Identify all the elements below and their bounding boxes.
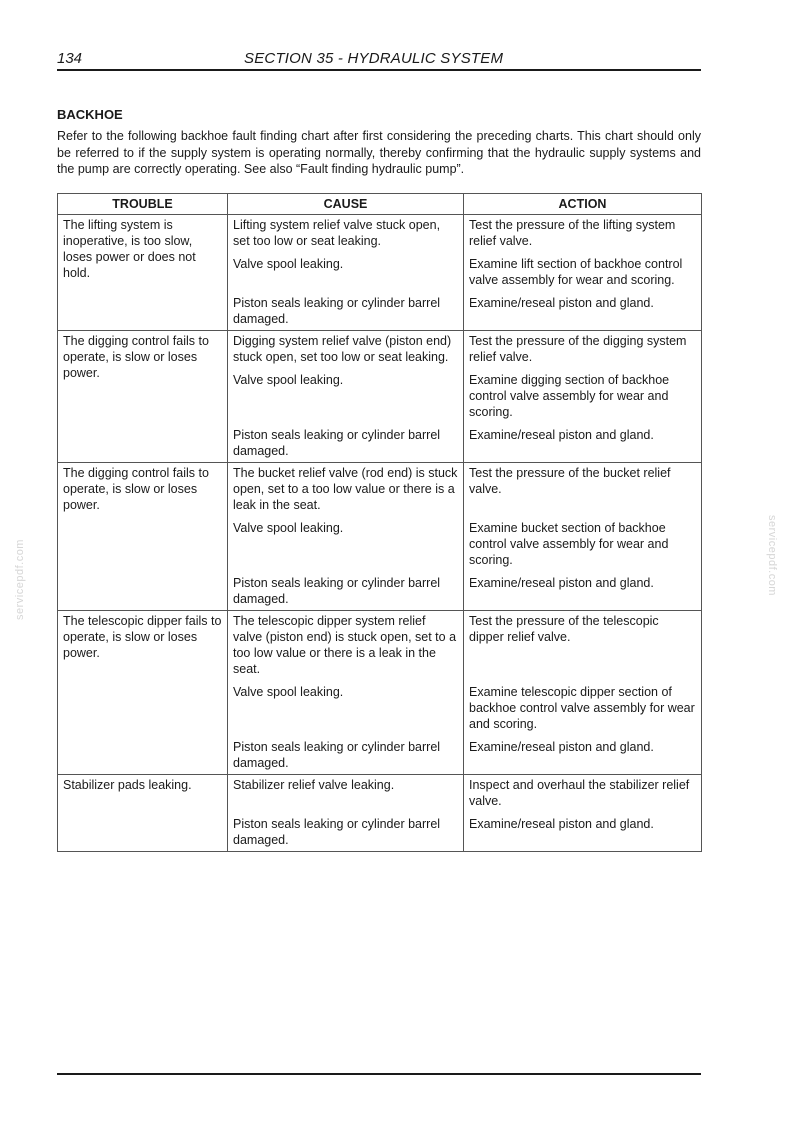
cause-cell: Piston seals leaking or cylinder barrel damaged.: [228, 423, 464, 463]
table-row: [58, 463, 702, 517]
table-row: [58, 215, 702, 253]
header-rule: [57, 69, 701, 71]
trouble-cell: The telescopic dipper fails to operate, is slow or loses power.: [58, 611, 228, 775]
action-cell: Examine/reseal piston and gland.: [464, 571, 702, 611]
action-cell: Inspect and overhaul the stabilizer relief valve.: [464, 775, 702, 813]
action-cell: Test the pressure of the lifting system relief valve.: [464, 215, 702, 253]
cause-cell: Valve spool leaking.: [228, 516, 464, 571]
action-cell: Examine lift section of backhoe control valve assembly for wear and scoring.: [464, 252, 702, 291]
intro-paragraph: Refer to the following backhoe fault finding chart after first considering the preceding charts. This chart should only be referred to if the supply system is operating normally, thereby confirming that the hydraulic supply systems and the pump are correctly operating. See also “Fault finding hydraulic pump”.: [57, 129, 701, 176]
cause-cell: The bucket relief valve (rod end) is stuck open, set to a too low value or there is a leak in the seat.: [228, 463, 464, 517]
column-header-action: ACTION: [464, 194, 702, 215]
fault-finding-table: [57, 193, 702, 852]
action-cell: Examine bucket section of backhoe control valve assembly for wear and scoring.: [464, 516, 702, 571]
footer-rule: [57, 1073, 701, 1075]
watermark-left: servicepdf.com: [14, 539, 26, 620]
watermark-right: servicepdf.com: [766, 515, 778, 596]
cause-cell: Piston seals leaking or cylinder barrel damaged.: [228, 812, 464, 852]
cause-cell: The telescopic dipper system relief valve (piston end) is stuck open, set to a too low value or there is a leak in the seat.: [228, 611, 464, 681]
action-cell: Examine/reseal piston and gland.: [464, 423, 702, 463]
section-title: SECTION 35 - HYDRAULIC SYSTEM: [244, 50, 504, 67]
page-header: [57, 50, 701, 70]
cause-cell: Valve spool leaking.: [228, 368, 464, 423]
column-header-trouble: TROUBLE: [58, 194, 228, 215]
section-heading: BACKHOE: [57, 107, 123, 122]
cause-cell: Piston seals leaking or cylinder barrel damaged.: [228, 291, 464, 331]
action-cell: Examine/reseal piston and gland.: [464, 812, 702, 852]
action-cell: Examine/reseal piston and gland.: [464, 735, 702, 775]
cause-cell: Digging system relief valve (piston end) stuck open, set too low or seat leaking.: [228, 331, 464, 369]
trouble-cell: The digging control fails to operate, is slow or loses power.: [58, 331, 228, 463]
action-cell: Test the pressure of the bucket relief valve.: [464, 463, 702, 517]
cause-cell: Piston seals leaking or cylinder barrel damaged.: [228, 571, 464, 611]
cause-cell: Piston seals leaking or cylinder barrel damaged.: [228, 735, 464, 775]
cause-cell: Valve spool leaking.: [228, 680, 464, 735]
trouble-cell: The digging control fails to operate, is slow or loses power.: [58, 463, 228, 611]
cause-cell: Stabilizer relief valve leaking.: [228, 775, 464, 813]
table-row: [58, 775, 702, 813]
cause-cell: Lifting system relief valve stuck open, set too low or seat leaking.: [228, 215, 464, 253]
action-cell: Test the pressure of the digging system relief valve.: [464, 331, 702, 369]
action-cell: Examine/reseal piston and gland.: [464, 291, 702, 331]
action-cell: Test the pressure of the telescopic dipper relief valve.: [464, 611, 702, 681]
action-cell: Examine telescopic dipper section of backhoe control valve assembly for wear and scoring.: [464, 680, 702, 735]
cause-cell: Valve spool leaking.: [228, 252, 464, 291]
trouble-cell: The lifting system is inoperative, is too slow, loses power or does not hold.: [58, 215, 228, 331]
table-row: [58, 331, 702, 369]
trouble-cell: Stabilizer pads leaking.: [58, 775, 228, 852]
table-header-row: [58, 194, 702, 215]
column-header-cause: CAUSE: [228, 194, 464, 215]
action-cell: Examine digging section of backhoe control valve assembly for wear and scoring.: [464, 368, 702, 423]
page-number: 134: [57, 50, 83, 67]
table-row: [58, 611, 702, 681]
